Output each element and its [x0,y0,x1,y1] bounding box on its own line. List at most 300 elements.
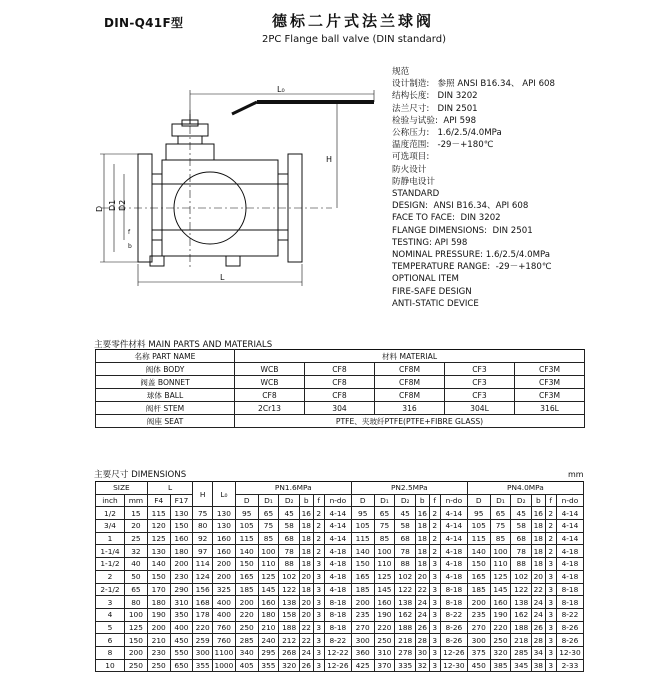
dimension-cell: 125 [490,570,511,583]
dimension-cell: 200 [125,646,148,659]
dimension-cell: 8-18 [556,583,583,596]
dimension-cell: 185 [235,583,258,596]
dimension-cell: 4-14 [324,507,351,520]
dimension-cell: 10 [96,659,125,672]
dimension-cell: 1-1/4 [96,545,125,558]
dimension-cell: 2 [429,507,440,520]
dimension-cell: 8-18 [556,596,583,609]
dimension-cell: 75 [490,520,511,533]
material-cell: CF8 [235,389,305,402]
dimension-cell: 190 [490,608,511,621]
dimension-cell: 88 [395,558,416,571]
dimension-cell: 8-22 [324,634,351,647]
dimension-subheader: D₁ [258,494,279,507]
dimension-subheader: b [532,494,545,507]
dimension-cell: 2 [545,520,556,533]
dimension-cell: 95 [351,507,374,520]
dimension-cell: 3 [313,583,324,596]
dimension-cell: 34 [532,646,545,659]
dimension-cell: 15 [125,507,148,520]
dimension-cell: 125 [258,570,279,583]
dimension-cell: 180 [170,545,193,558]
dimension-cell: 140 [467,545,490,558]
pn40-header: PN4.0MPa [467,482,583,495]
dimension-row [96,608,584,621]
dimension-cell: 85 [374,532,395,545]
dimension-cell: 3 [429,596,440,609]
dimension-cell: 75 [374,520,395,533]
dimension-cell: 270 [467,621,490,634]
dimension-cell: 122 [395,583,416,596]
dimension-cell: 230 [147,646,170,659]
dimension-cell: 3 [313,608,324,621]
dimension-cell: 18 [300,520,313,533]
dimension-cell: 140 [147,558,170,571]
dimension-cell: 105 [467,520,490,533]
dimension-cell: 18 [532,558,545,571]
dimension-cell: 3 [429,583,440,596]
dimension-cell: 88 [279,558,300,571]
dimension-cell: 165 [235,570,258,583]
dimension-cell: 26 [416,621,429,634]
material-cell: CF3 [445,389,515,402]
dimension-cell: 250 [125,659,148,672]
dimension-cell: 24 [300,646,313,659]
dimension-cell: 200 [351,596,374,609]
dimension-cell: 185 [351,583,374,596]
seat-material: PTFE、夹玻纤PTFE(PTFE+FIBRE GLASS) [235,415,585,428]
dimension-cell: 4-18 [324,583,351,596]
dimension-cell: 218 [511,634,532,647]
dimension-cell: 24 [416,596,429,609]
dimension-cell: 68 [395,532,416,545]
dimension-subheader: inch [96,494,125,507]
dimension-cell: 200 [467,596,490,609]
dimension-cell: 4-18 [324,545,351,558]
dimension-cell: 190 [374,608,395,621]
dimension-cell: 2-33 [556,659,583,672]
spec-line: NOMINAL PRESSURE: 1.6/2.5/4.0MPa [392,250,551,261]
dim-label-d1: D1 [108,199,117,211]
dimension-subheader: F17 [170,494,193,507]
dimension-cell: 150 [235,558,258,571]
dimension-cell: 24 [532,608,545,621]
dimension-subheader: n-do [556,494,583,507]
material-cell: 316L [515,402,585,415]
dimension-cell: 24 [416,608,429,621]
dimension-cell: 3 [313,634,324,647]
dim-label-l: L [220,273,225,282]
materials-section-title: 主要零件材料 MAIN PARTS AND MATERIALS [94,340,273,350]
material-cell: CF8 [305,376,375,389]
dimension-cell: 355 [193,659,213,672]
dimension-subheader: D [235,494,258,507]
dimension-cell: 2 [545,532,556,545]
dimension-cell: 4-18 [440,570,467,583]
dimension-cell: 18 [416,558,429,571]
dimension-cell: 120 [147,520,170,533]
seat-part-name: 阀座 SEAT [96,415,235,428]
dimension-cell: 50 [125,570,148,583]
dimension-cell: 2 [545,545,556,558]
dimension-cell: 2 [313,520,324,533]
dimension-cell: 8-26 [556,621,583,634]
dimension-cell: 320 [279,659,300,672]
material-part-name: 球体 BALL [96,389,235,402]
dimension-cell: 3 [313,646,324,659]
dimension-cell: 1100 [214,648,234,658]
dimension-cell: 650 [170,659,193,672]
dimension-cell: 250 [490,634,511,647]
dimension-cell: 24 [532,596,545,609]
dimension-cell: 1/2 [96,507,125,520]
dimension-cell: 115 [351,532,374,545]
dimension-subheader: b [300,494,313,507]
dimension-cell: 12-26 [324,659,351,672]
dimension-cell: 3 [313,621,324,634]
dimension-cell: 102 [279,570,300,583]
spec-line: 防静电设计 [392,176,435,187]
spec-line: DESIGN: ANSI B16.34、API 608 [392,201,529,212]
material-row [96,402,585,415]
dimension-cell: 16 [300,507,313,520]
dimension-cell: 2 [313,545,324,558]
material-cell: CF3 [445,363,515,376]
dimension-row [96,570,584,583]
material-row [96,389,585,402]
dimension-cell: 345 [511,659,532,672]
dimension-cell: 1 [96,532,125,545]
material-part-name: 阀盖 BONNET [96,376,235,389]
spec-line: 规范 [392,67,410,77]
dimension-cell: 425 [351,659,374,672]
dimension-cell: 290 [170,583,193,596]
dimension-cell: 4-14 [440,532,467,545]
h-header: H [193,482,213,507]
dimension-cell: 3 [313,659,324,672]
dimension-cell: 450 [467,659,490,672]
dimension-cell: 3 [313,570,324,583]
dimension-cell: 450 [170,634,193,647]
dimension-cell: 145 [490,583,511,596]
dimension-cell: 320 [490,646,511,659]
dimension-cell: 8-18 [440,596,467,609]
dimension-cell: 405 [235,659,258,672]
dimension-cell: 278 [395,646,416,659]
material-cell: WCB [235,376,305,389]
dim-label-d2: D2 [118,199,127,211]
dimension-cell: 400 [213,596,236,609]
dimension-cell: 122 [279,583,300,596]
dimension-row [96,507,584,520]
dimension-cell: 360 [351,646,374,659]
dimension-cell: 12-22 [324,646,351,659]
material-cell: CF3M [515,389,585,402]
dimension-cell: 180 [258,608,279,621]
spec-line: 可选项目: [392,152,430,163]
dimension-cell: 2 [429,532,440,545]
dimension-cell: 250 [374,634,395,647]
dimension-cell: 124 [193,570,213,583]
dimension-cell: 270 [351,621,374,634]
valve-drawing [92,84,382,289]
dimension-cell: 20 [300,596,313,609]
spec-line: OPTIONAL ITEM [392,274,459,285]
dimension-cell: 170 [147,583,170,596]
dimension-cell: 3 [545,634,556,647]
spec-line: 法兰尺寸: DIN 2501 [392,103,478,114]
spec-line: FLANGE DIMENSIONS: DIN 2501 [392,225,533,236]
dimension-subheader: F4 [147,494,170,507]
spec-line: ANTI-STATIC DEVICE [392,298,479,309]
dimension-cell: 760 [213,634,236,647]
dimension-cell: 8-26 [440,621,467,634]
dimension-cell: 325 [213,583,236,596]
dimension-cell: 200 [147,621,170,634]
dimension-cell: 105 [351,520,374,533]
dimension-row [96,545,584,558]
dimension-cell: 75 [193,507,213,520]
material-row [96,376,585,389]
dimension-cell: 8-26 [556,634,583,647]
dimension-cell: 4-18 [324,570,351,583]
dimension-cell: 18 [300,532,313,545]
dimension-cell: 340 [235,646,258,659]
dimension-cell: 3 [545,583,556,596]
material-cell: CF3M [515,363,585,376]
dimension-cell: 4-14 [556,507,583,520]
dimension-cell: 350 [170,608,193,621]
dimension-cell: 65 [374,507,395,520]
material-cell: CF8M [375,363,445,376]
dimension-cell: 285 [235,634,258,647]
dimension-cell: 12-26 [440,646,467,659]
dimension-cell: 92 [193,532,213,545]
dimension-cell: 115 [147,507,170,520]
dimension-cell: 22 [532,583,545,596]
dimension-cell: 40 [125,558,148,571]
dimension-row [96,558,584,571]
dimension-cell: 22 [300,634,313,647]
spec-line: FACE TO FACE: DIN 3202 [392,213,501,224]
dimension-cell: 20 [532,570,545,583]
dimension-cell: 2 [313,532,324,545]
dimension-cell: 250 [147,659,170,672]
dimension-cell: 22 [300,621,313,634]
dimension-cell: 165 [351,570,374,583]
dimension-cell: 3 [545,558,556,571]
dimension-cell: 2 [429,545,440,558]
dimension-row [96,532,584,545]
dimension-cell: 200 [170,558,193,571]
dimension-cell: 220 [374,621,395,634]
dimension-cell: 65 [490,507,511,520]
dimension-cell: 28 [416,634,429,647]
dimension-cell: 3 [429,558,440,571]
dimension-cell: 18 [300,545,313,558]
dimension-cell: 4-14 [556,520,583,533]
material-cell: WCB [235,363,305,376]
dimension-cell: 285 [511,646,532,659]
dimension-cell: 68 [511,532,532,545]
dimension-cell: 4-14 [324,520,351,533]
material-part-name: 阀杆 STEM [96,402,235,415]
dimension-cell: 125 [125,621,148,634]
dimension-cell: 3 [429,659,440,672]
dimension-cell: 3 [545,570,556,583]
dimension-cell: 162 [395,608,416,621]
dimension-cell: 100 [490,545,511,558]
dimension-cell: 178 [193,608,213,621]
dimension-cell: 6 [96,634,125,647]
dimension-cell: 32 [416,659,429,672]
dimension-cell: 18 [416,520,429,533]
dimension-subheader: D₁ [490,494,511,507]
unit-label: mm [568,470,584,479]
dimension-cell: 122 [511,583,532,596]
dimension-cell: 268 [279,646,300,659]
dimension-cell: 1-1/2 [96,558,125,571]
dimension-cell: 68 [279,532,300,545]
dimension-cell: 8-22 [556,608,583,621]
dimension-cell: 4-18 [324,558,351,571]
dimension-cell: 95 [235,507,258,520]
material-cell: 316 [375,402,445,415]
dimension-subheader: n-do [440,494,467,507]
dimension-cell: 130 [213,507,236,520]
dimension-cell: 4-18 [556,545,583,558]
material-cell: CF8 [305,389,375,402]
page-subtitle: 2PC Flange ball valve (DIN standard) [262,34,446,45]
material-row [96,363,585,376]
dimension-cell: 8-18 [324,596,351,609]
dimension-subheader: b [416,494,429,507]
dimension-subheader: D₂ [395,494,416,507]
dimension-subheader: f [429,494,440,507]
dimension-cell: 4-18 [556,570,583,583]
dimension-row [96,583,584,596]
dimension-cell: 220 [193,621,213,634]
dimension-cell: 3/4 [96,520,125,533]
spec-line: 设计制造: 参照 ANSI B16.34、 API 608 [392,79,555,90]
dimension-cell: 212 [279,634,300,647]
dimension-cell: 162 [511,608,532,621]
dimension-cell: 160 [258,596,279,609]
dimension-cell: 12-30 [556,646,583,659]
material-cell: CF3M [515,376,585,389]
dimension-cell: 26 [300,659,313,672]
dimension-subheader: D₂ [279,494,300,507]
dimension-cell: 97 [193,545,213,558]
dimension-cell: 188 [279,621,300,634]
dimension-cell: 3 [429,570,440,583]
dimension-cell: 18 [300,558,313,571]
material-cell: CF8M [375,376,445,389]
dimension-cell: 8-26 [440,634,467,647]
dimension-cell: 8-18 [440,583,467,596]
dimension-cell: 3 [545,621,556,634]
spec-line: STANDARD [392,189,440,200]
materials-table [95,349,585,428]
dimension-cell: 58 [279,520,300,533]
dimension-cell: 188 [511,621,532,634]
dimension-row [96,520,584,533]
dimension-cell: 130 [170,507,193,520]
dimension-cell: 75 [258,520,279,533]
dimension-cell: 218 [395,634,416,647]
dimension-cell: 80 [125,596,148,609]
dimension-cell: 30 [416,646,429,659]
dimension-cell: 160 [374,596,395,609]
dimension-cell: 160 [170,532,193,545]
dimension-cell: 3 [545,608,556,621]
dimension-cell: 114 [193,558,213,571]
dimension-cell: 335 [395,659,416,672]
dimension-cell: 20 [300,608,313,621]
dimension-cell: 230 [170,570,193,583]
dimension-cell: 2 [429,520,440,533]
dimension-cell: 3 [313,558,324,571]
dimension-cell: 65 [125,583,148,596]
material-cell: 2Cr13 [235,402,305,415]
dimension-subheader: D [351,494,374,507]
dimension-cell: 22 [416,583,429,596]
material-part-name: 阀体 BODY [96,363,235,376]
dimension-subheader: D₁ [374,494,395,507]
dimension-cell: 100 [258,545,279,558]
dimension-cell: 18 [416,532,429,545]
spec-line: 公称压力: 1.6/2.5/4.0MPa [392,128,502,139]
dimension-cell: 168 [193,596,213,609]
dimension-cell: 130 [213,520,236,533]
dimension-subheader: f [313,494,324,507]
dim-label-h: H [326,155,333,164]
model-number: DIN-Q41F型 [104,16,184,30]
dimension-cell: 140 [235,545,258,558]
dimension-cell: 78 [279,545,300,558]
dimension-cell: 110 [258,558,279,571]
dimension-cell: 4-14 [440,520,467,533]
dimension-cell: 25 [125,532,148,545]
dimension-cell: 45 [395,507,416,520]
dimension-cell: 235 [351,608,374,621]
dimension-cell: 210 [147,634,170,647]
l0-header: L₀ [213,482,236,507]
dimension-cell: 78 [511,545,532,558]
spec-line: TESTING: API 598 [392,237,468,248]
dimension-cell: 4-14 [440,507,467,520]
dim-label-l0: L₀ [277,85,285,94]
dimension-subheader: n-do [324,494,351,507]
dimension-cell: 220 [490,621,511,634]
dimension-cell: 235 [467,608,490,621]
dimension-row [96,659,584,672]
dimension-cell: 3 [429,608,440,621]
dimension-cell: 32 [125,545,148,558]
dimension-cell: 20 [416,570,429,583]
dimension-cell: 115 [467,532,490,545]
dimension-cell: 4-18 [556,558,583,571]
dimension-cell: 12-30 [440,659,467,672]
dimension-cell: 78 [395,545,416,558]
dimension-cell: 130 [147,545,170,558]
dimension-cell: 102 [511,570,532,583]
dimension-cell: 158 [279,608,300,621]
dimension-cell: 310 [170,596,193,609]
dimension-cell: 2 [313,507,324,520]
dimension-cell: 145 [258,583,279,596]
dimension-row [96,621,584,634]
